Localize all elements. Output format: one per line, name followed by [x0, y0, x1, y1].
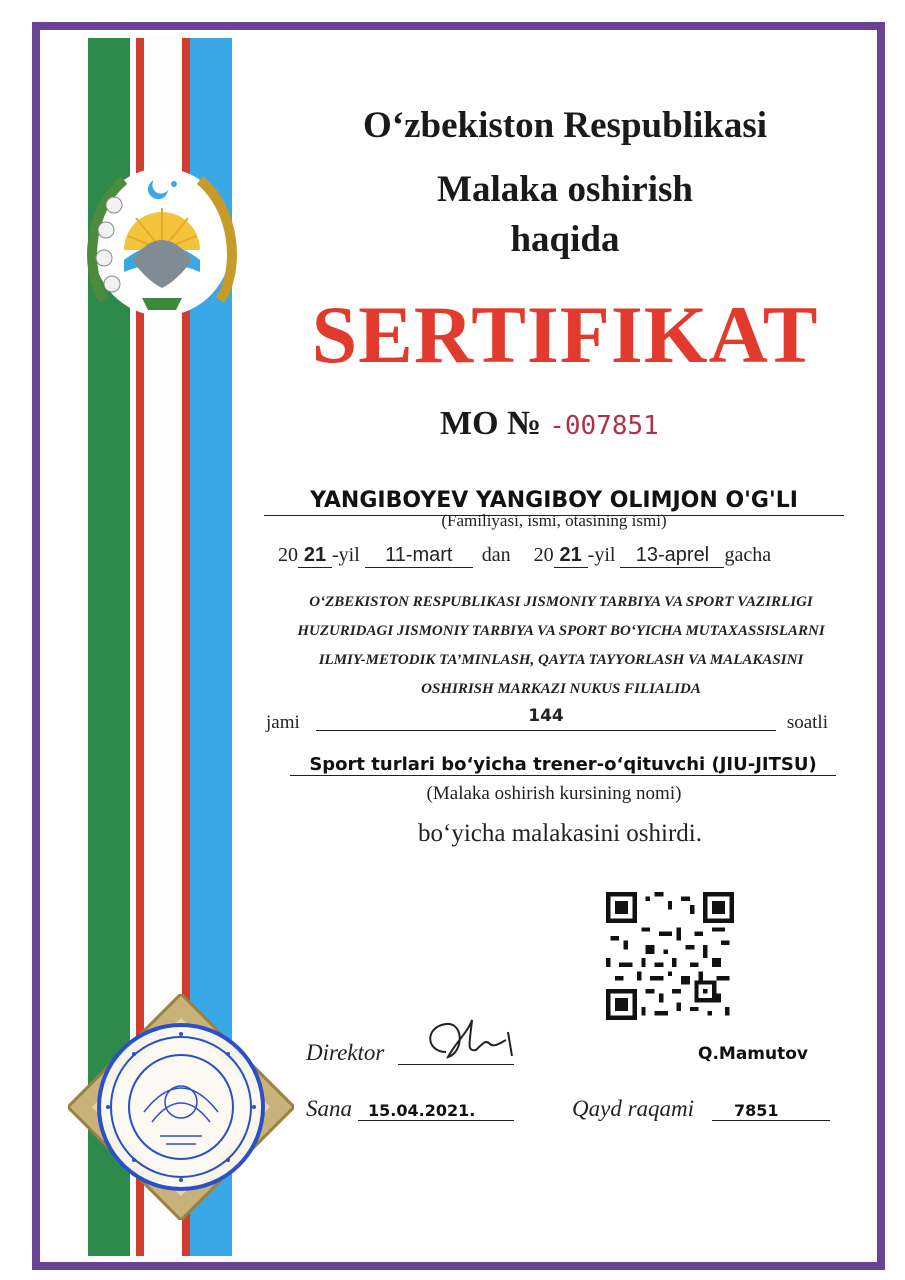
- date-label: Sana: [306, 1096, 352, 1121]
- institution-line: O‘ZBEKISTON RESPUBLIKASI JISMONIY TARBIYA VA SPORT VAZIRLIGI: [309, 594, 813, 610]
- number-value: -007851: [549, 411, 659, 441]
- institution-line: OSHIRISH MARKAZI NUKUS FILIALIDA: [421, 681, 701, 697]
- registration-line: [712, 1120, 830, 1121]
- institution-line: ILMIY-METODIK TA’MINLASH, QAYTA TAYYORLASH VA MALAKASINI: [318, 652, 804, 668]
- hours-suffix: soatli: [786, 712, 828, 733]
- from-date: 11-mart: [365, 544, 473, 568]
- recipient-caption: (Familiyasi, ismi, otasining ismi): [441, 511, 667, 530]
- to-date: 13-aprel: [620, 544, 724, 568]
- certificate-number: [440, 405, 659, 443]
- director-name: Q.Mamutov: [698, 1044, 809, 1064]
- header-about: haqida: [510, 219, 620, 260]
- to-year: 21: [554, 544, 588, 568]
- director-label: Direktor: [306, 1040, 385, 1065]
- qr-code: [606, 892, 734, 1020]
- to-yil-label: -yil: [587, 544, 616, 566]
- certificate-title: SERTIFIKAT: [311, 289, 819, 380]
- from-century: 20: [278, 544, 298, 566]
- closing-text: bo‘yicha malakasini oshirdi.: [418, 820, 702, 847]
- institution-block: [266, 588, 856, 704]
- recipient-name: YANGIBOYEV YANGIBOY OLIMJON O'G'LI: [264, 488, 844, 516]
- to-century: 20: [533, 544, 554, 566]
- header-subject: Malaka oshirish: [437, 169, 693, 210]
- registration-value: 7851: [734, 1101, 779, 1120]
- course-name: Sport turlari bo‘yicha trener-o‘qituvchi (JIU-JITSU): [290, 754, 836, 776]
- date-line: [358, 1120, 514, 1121]
- director-signature: [416, 1012, 526, 1072]
- header-country: O‘zbekiston Respublikasi: [362, 105, 768, 146]
- hours-value: 144: [316, 708, 776, 731]
- dan-label: dan: [481, 544, 511, 566]
- registration-label: Qayd raqami: [572, 1096, 695, 1121]
- date-value: 15.04.2021.: [368, 1101, 476, 1120]
- from-yil-label: -yil: [332, 544, 360, 566]
- course-caption: (Malaka oshirish kursining nomi): [426, 783, 682, 804]
- hours-prefix: jami: [266, 712, 300, 733]
- official-seal-stamp: [68, 994, 294, 1220]
- period-line: [278, 544, 771, 568]
- from-year: 21: [298, 544, 332, 568]
- institution-line: HUZURIDAGI JISMONIY TARBIYA VA SPORT BO‘YICHA MUTAXASSISLARNI: [297, 623, 825, 639]
- gacha-label: gacha: [724, 544, 772, 566]
- number-prefix: MO №: [440, 405, 542, 442]
- state-emblem-icon: [84, 160, 240, 322]
